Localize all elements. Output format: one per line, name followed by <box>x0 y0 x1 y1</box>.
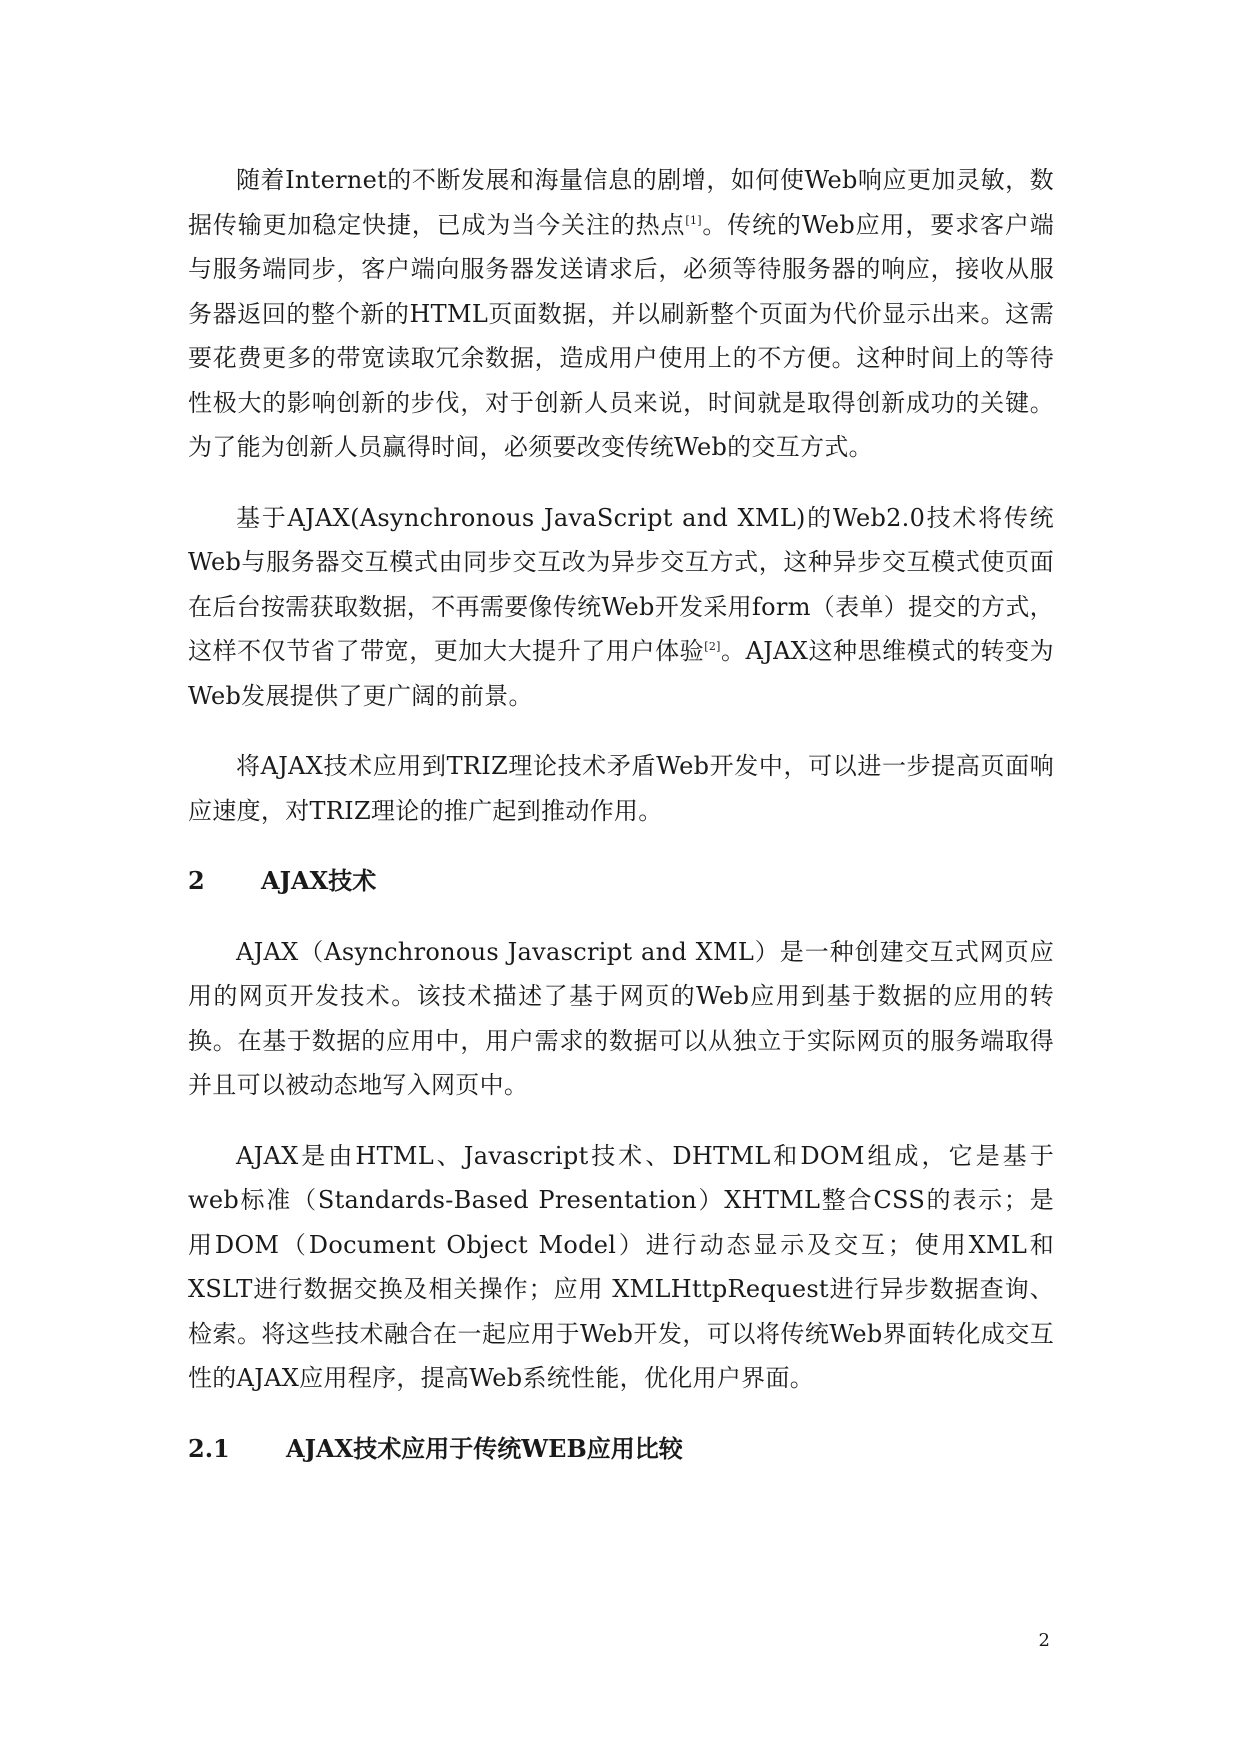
intro-paragraph-2 <box>188 496 1054 719</box>
intro-paragraph-3 <box>188 744 1054 833</box>
paragraph-text: 基于AJAX(Asynchronous JavaScript and XML)的Web2.0技术将传统Web与服务器交互模式由同步交互改为异步交互方式，这种异步交互模式使页面在后台按需获取数据，不再需要像传统Web开发采用form（表单）提交的方式，这样不仅节省了带宽，更加大大提升了用户体验 <box>188 503 1054 665</box>
document-body <box>188 158 1054 1497</box>
paragraph-text: 随着Internet的不断发展和海量信息的剧增，如何使Web响应更加灵敏，数据传输更加稳定快捷，已成为当今关注的热点 <box>188 166 1054 239</box>
paragraph-text: 。传统的Web应用，要求客户端与服务端同步，客户端向服务器发送请求后，必须等待服务器的响应，接收从服务器返回的整个新的HTML页面数据，并以刷新整个页面为代价显示出来。这需要花费更多的带宽读取冗余数据，造成用户使用上的不方便。这种时间上的等待性极大的影响创新的步伐，对于创新人员来说，时间就是取得创新成功的关键。为了能为创新人员赢得时间，必须要改变传统Web的交互方式。 <box>188 210 1055 461</box>
section-title: AJAX技术 <box>261 866 377 895</box>
citation-marker: [2] <box>704 640 721 653</box>
section-heading-2-1 <box>188 1427 1054 1472</box>
paragraph-text: 。AJAX这种思维模式的转变为Web发展提供了更广阔的前景。 <box>188 637 1054 710</box>
section-title: AJAX技术应用于传统WEB应用比较 <box>286 1433 683 1463</box>
section-heading-2 <box>188 859 1054 904</box>
section-number: 2 <box>188 866 205 895</box>
section-2-paragraph-1: AJAX（Asynchronous Javascript and XML）是一种创建交互式网页应用的网页开发技术。该技术描述了基于网页的Web应用到基于数据的应用的转换。在基于数据的应用中，用户需求的数据可以从独立于实际网页的服务端取得并且可以被动态地写入网页中。 <box>188 937 1054 1099</box>
page-number: 2 <box>1038 1630 1050 1651</box>
intro-paragraph-1 <box>188 158 1054 470</box>
section-2-paragraph-2: AJAX是由HTML、Javascript技术、DHTML和DOM组成，它是基于web标准（Standards-Based Presentation）XHTML整合CSS的表示；是用DOM（Document Object Model）进行动态显示及交互；使用XML和XSLT进行数据交换及相关操作；应用 XMLHttpRequest进行异步数据查询、检索。将这些技术融合在一起应用于Web开发，可以将传统Web界面转化成交互性的AJAX应用程序，提高Web系统性能，优化用户界面。 <box>188 1141 1054 1392</box>
paragraph-text: 将AJAX技术应用到TRIZ理论技术矛盾Web开发中，可以进一步提高页面响应速度，对TRIZ理论的推广起到推动作用。 <box>188 752 1054 825</box>
section-number: 2.1 <box>188 1433 230 1463</box>
citation-marker: [1] <box>685 213 702 227</box>
